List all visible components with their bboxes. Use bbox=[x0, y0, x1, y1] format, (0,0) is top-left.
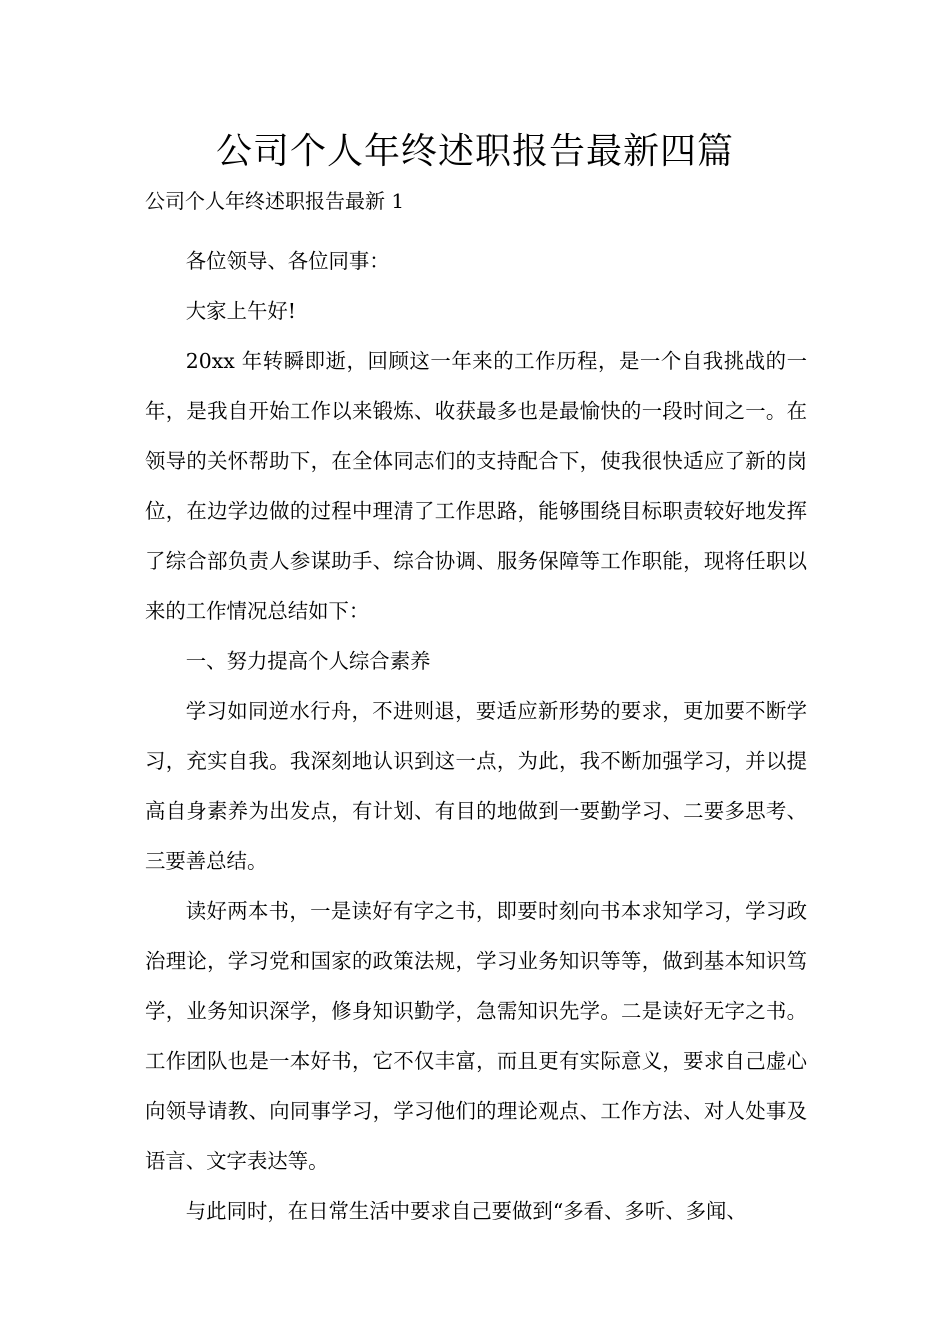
paragraph-study: 学习如同逆水行舟，不进则退，要适应新形势的要求，更加要不断学习，充实自我。我深刻地认识到这一点，为此，我不断加强学习，并以提高自身素养为出发点，有计划、有目的地做到一要勤学习、二要多思考、三要善总结。 bbox=[145, 699, 807, 873]
paragraph-salutation: 各位领导、各位同事： bbox=[185, 249, 390, 273]
paragraph-daily-life: 与此同时，在日常生活中要求自己要做到“多看、多听、多闻、 bbox=[185, 1199, 747, 1223]
paragraph-greeting: 大家上午好! bbox=[185, 299, 296, 323]
paragraph-two-books: 读好两本书，一是读好有字之书，即要时刻向书本求知学习，学习政治理论，学习党和国家的政策法规，学习业务知识等等，做到基本知识笃学，业务知识深学，修身知识勤学，急需知识先学。二是读好无字之书。工作团队也是一本好书，它不仅丰富，而且更有实际意义，要求自己虚心向领导请教、向同事学习，学习他们的理论观点、工作方法、对人处事及语言、文字表达等。 bbox=[145, 899, 807, 1173]
document-subtitle: 公司个人年终述职报告最新 1 bbox=[145, 189, 405, 213]
document-title: 公司个人年终述职报告最新四篇 bbox=[215, 131, 734, 172]
paragraph-intro: 20xx 年转瞬即逝，回顾这一年来的工作历程，是一个自我挑战的一年，是我自开始工作以来锻炼、收获最多也是最愉快的一段时间之一。在领导的关怀帮助下，在全体同志们的支持配合下，使我很快适应了新的岗位，在边学边做的过程中理清了工作思路，能够围绕目标职责较好地发挥了综合部负责人参谋助手、综合协调、服务保障等工作职能，现将任职以来的工作情况总结如下： bbox=[145, 349, 807, 623]
section-heading-1: 一、努力提高个人综合素养 bbox=[185, 649, 431, 673]
document-body bbox=[145, 236, 807, 1236]
